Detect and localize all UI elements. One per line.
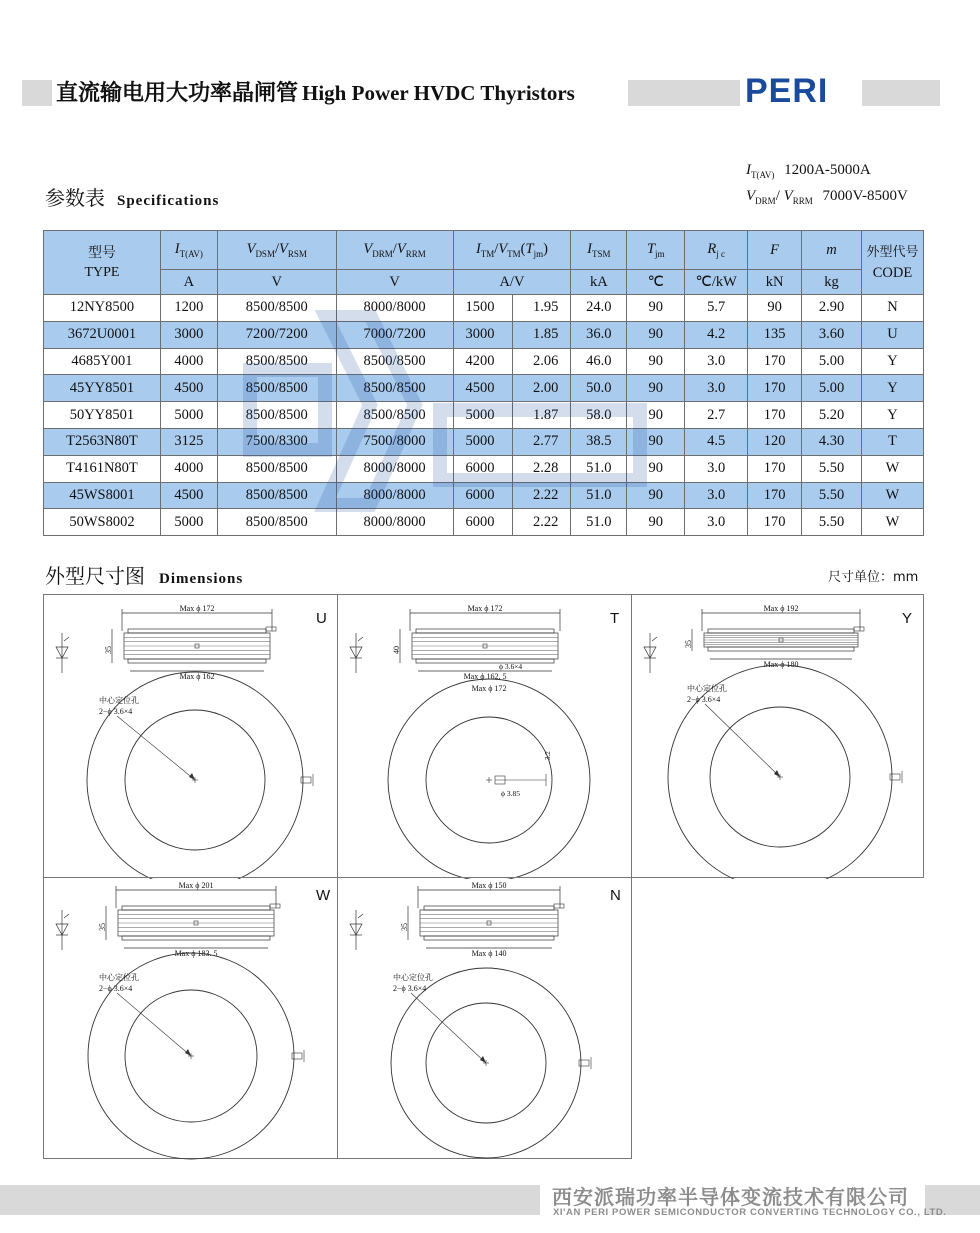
spec-table-body	[44, 295, 924, 536]
cell-itm: 3000	[453, 321, 513, 348]
cell-itsm: 36.0	[571, 321, 627, 348]
col-vdrm: $V_{DRM}/V_{RRM}$	[336, 231, 453, 270]
cell-code: W	[861, 509, 923, 536]
range-v-symbol-2: V	[783, 188, 793, 204]
company-name-en: XI'AN PERI POWER SEMICONDUCTOR CONVERTING TECHNOLOGY CO., LTD.	[553, 1207, 947, 1218]
cell-it: 4000	[160, 455, 217, 482]
col-tjm	[627, 231, 685, 270]
col-type	[44, 231, 161, 295]
specs-heading	[45, 182, 219, 211]
dimension-label-bottom: Max ϕ 180	[763, 660, 799, 669]
cell-code: N	[861, 295, 923, 322]
range-v-symbol-1: V	[746, 188, 756, 204]
cell-f: 170	[748, 375, 802, 402]
col-f	[748, 231, 802, 270]
footer-bar-left	[0, 1185, 540, 1215]
gate-tab-plan	[890, 774, 900, 780]
cell-f: 170	[748, 455, 802, 482]
center-hole-spec: 2−ϕ 3.6×4	[99, 707, 133, 716]
range-it-value: 1200A-5000A	[784, 162, 871, 178]
page-title-cn: 直流输电用大功率晶闸管	[56, 81, 299, 106]
dimension-label-height: 35	[684, 640, 693, 648]
col-itsm-sym: I	[587, 241, 593, 258]
cell-vdsm: 7200/7200	[217, 321, 336, 348]
dimension-label-height: 40	[392, 646, 401, 654]
cell-code: Y	[861, 402, 923, 429]
cell-type: 50WS8002	[44, 509, 161, 536]
cell-tjm: 90	[627, 455, 685, 482]
cell-tjm: 90	[627, 402, 685, 429]
leader-arrow-icon	[189, 773, 195, 780]
cell-vtm: 2.00	[513, 375, 571, 402]
cell-vdsm: 8500/8500	[217, 375, 336, 402]
col-code	[861, 231, 923, 295]
side-view-base	[416, 659, 554, 663]
cell-type: 50YY8501	[44, 402, 161, 429]
col-vdsm-sym2: V	[278, 241, 288, 258]
col-it-sub: T(AV)	[179, 248, 203, 259]
side-view-base	[122, 936, 270, 940]
center-hole-spec: 2−ϕ 3.6×4	[687, 695, 721, 704]
cell-vdrm: 8000/8000	[336, 295, 453, 322]
unit-f: kN	[748, 270, 802, 295]
cell-type: 12NY8500	[44, 295, 161, 322]
col-it	[160, 231, 217, 270]
gate-lead-tab	[266, 627, 276, 631]
unit-it: A	[160, 270, 217, 295]
cell-vtm: 1.85	[513, 321, 571, 348]
gate-lead-tab	[554, 904, 564, 908]
cell-it: 4500	[160, 482, 217, 509]
col-itm-sym3: T	[525, 241, 534, 258]
cell-vtm: 2.06	[513, 348, 571, 375]
table-header-row	[44, 231, 924, 270]
side-view-base	[128, 659, 266, 663]
cell-itsm: 51.0	[571, 509, 627, 536]
col-vdrm-sub2: RRM	[405, 248, 426, 259]
specs-title-cn: 参数表	[45, 186, 105, 210]
drawing-svg-w	[44, 878, 339, 1160]
cell-f: 170	[748, 509, 802, 536]
drawing-svg-t	[338, 595, 633, 879]
table-unit-row	[44, 270, 924, 295]
leader-line	[705, 704, 780, 777]
col-itm-sub2: TM	[507, 248, 521, 259]
col-code-en: CODE	[872, 264, 913, 281]
cell-itm: 5000	[453, 428, 513, 455]
side-view-flange	[424, 906, 554, 910]
cell-itsm: 51.0	[571, 482, 627, 509]
col-itsm	[571, 231, 627, 270]
col-itm-sub3: jm	[533, 248, 544, 259]
page-title	[56, 78, 581, 108]
cell-tjm: 90	[627, 375, 685, 402]
cell-tjm: 90	[627, 321, 685, 348]
cell-type: 4685Y001	[44, 348, 161, 375]
range-v-sub-2: RRM	[792, 196, 813, 206]
cell-itsm: 24.0	[571, 295, 627, 322]
cell-vtm: 1.95	[513, 295, 571, 322]
col-itsm-sub: TSM	[592, 248, 611, 259]
gate-tab-plan	[292, 1053, 302, 1059]
cell-vdrm: 8500/8500	[336, 375, 453, 402]
unit-itsm: kA	[571, 270, 627, 295]
package-drawing-t	[337, 594, 632, 878]
col-vdsm: $V_{DSM}/V_{RSM}$	[217, 231, 336, 270]
table-row	[44, 509, 924, 536]
col-itm-sym2: V	[498, 241, 508, 258]
thyristor-gate-lead	[652, 637, 657, 641]
dimension-label-height: 35	[400, 923, 409, 931]
cell-code: Y	[861, 375, 923, 402]
col-rjc-sub: j c	[716, 248, 725, 259]
cell-vdrm: 8500/8500	[336, 348, 453, 375]
cell-rjc: 3.0	[685, 455, 748, 482]
cell-it: 5000	[160, 509, 217, 536]
cell-type: 3672U0001	[44, 321, 161, 348]
center-hole-label: 中心定位孔	[99, 973, 139, 982]
cell-type: 45WS8001	[44, 482, 161, 509]
table-row	[44, 482, 924, 509]
cell-itm: 6000	[453, 482, 513, 509]
cell-it: 3000	[160, 321, 217, 348]
cell-vdsm: 8500/8500	[217, 295, 336, 322]
cell-rjc: 3.0	[685, 348, 748, 375]
col-type-cn: 型号	[87, 244, 116, 261]
col-vdrm-sym2: V	[396, 241, 406, 258]
table-row	[44, 402, 924, 429]
dimension-label-top: Max ϕ 150	[471, 881, 507, 890]
leader-line	[411, 993, 486, 1063]
col-it-sym: I	[174, 241, 180, 258]
unit-vdrm: V	[336, 270, 453, 295]
range-v-sub-1: DRM	[755, 196, 776, 206]
col-tjm-sym: T	[646, 241, 656, 258]
package-drawing-w	[43, 877, 338, 1159]
cell-itm: 4200	[453, 348, 513, 375]
dimensions-title-cn: 外型尺寸图	[45, 564, 145, 588]
cell-it: 3125	[160, 428, 217, 455]
leader-arrow-icon	[480, 1056, 486, 1063]
cell-m: 3.60	[802, 321, 862, 348]
col-itm-sub1: TM	[480, 248, 495, 259]
cell-vtm: 2.22	[513, 509, 571, 536]
company-name-cn: 西安派瑞功率半导体变流技术有限公司	[552, 1185, 909, 1209]
leader-arrow-icon	[774, 770, 780, 777]
table-row	[44, 375, 924, 402]
cell-vtm: 2.22	[513, 482, 571, 509]
cell-f: 120	[748, 428, 802, 455]
cell-rjc: 5.7	[685, 295, 748, 322]
center-hole-label: 中心定位孔	[99, 696, 139, 705]
dimension-label-bottom: Max ϕ 162	[179, 672, 215, 681]
col-code-cn: 外型代号	[866, 244, 919, 260]
cell-m: 5.20	[802, 402, 862, 429]
cell-m: 5.00	[802, 375, 862, 402]
cell-itsm: 58.0	[571, 402, 627, 429]
table-row	[44, 348, 924, 375]
cell-vdsm: 8500/8500	[217, 348, 336, 375]
cell-type: T4161N80T	[44, 455, 161, 482]
dimension-label-bottom: Max ϕ 183. 5	[174, 949, 218, 958]
cell-tjm: 90	[627, 482, 685, 509]
dimension-label-top: Max ϕ 201	[178, 881, 214, 890]
cell-vdrm: 7000/7200	[336, 321, 453, 348]
package-code-letter: Y	[902, 610, 913, 627]
dimensions-heading	[45, 560, 243, 589]
cell-rjc: 3.0	[685, 375, 748, 402]
col-vdsm-sub2: RSM	[287, 248, 307, 259]
center-hole-spec: 2−ϕ 3.6×4	[99, 984, 133, 993]
cell-it: 4500	[160, 375, 217, 402]
cell-tjm: 90	[627, 295, 685, 322]
header-bar-middle	[628, 80, 740, 106]
col-m-sym: m	[826, 241, 837, 258]
cell-vdrm: 8000/8000	[336, 455, 453, 482]
gate-tab-plan	[301, 777, 311, 783]
cell-vdrm: 8500/8500	[336, 402, 453, 429]
cell-vdsm: 8500/8500	[217, 455, 336, 482]
cell-m: 5.50	[802, 482, 862, 509]
cell-vtm: 2.77	[513, 428, 571, 455]
cell-itsm: 46.0	[571, 348, 627, 375]
dimension-label-height: 35	[98, 923, 107, 931]
table-row	[44, 321, 924, 348]
col-itm-sym1: I	[475, 241, 481, 258]
package-code-letter: W	[316, 887, 331, 904]
cell-f: 90	[748, 295, 802, 322]
voltage-range: $V_{DRM}/$ $V_{RRM}$ 7000V-8500V	[746, 188, 908, 206]
header-bar-left	[22, 80, 52, 106]
range-it-sub: T(AV)	[751, 170, 775, 180]
cell-f: 170	[748, 482, 802, 509]
cell-itm: 1500	[453, 295, 513, 322]
cell-itm: 4500	[453, 375, 513, 402]
cell-rjc: 2.7	[685, 402, 748, 429]
center-hole-spec: 2−ϕ 3.6×4	[393, 984, 427, 993]
cell-it: 1200	[160, 295, 217, 322]
table-row	[44, 428, 924, 455]
thyristor-gate-lead	[64, 637, 69, 641]
cell-rjc: 4.2	[685, 321, 748, 348]
unit-itm-vtm: A/V	[453, 270, 571, 295]
cell-m: 2.90	[802, 295, 862, 322]
header-bar-right	[862, 80, 940, 106]
cell-vdrm: 8000/8000	[336, 509, 453, 536]
gate-tab-plan	[579, 1060, 589, 1066]
side-view-base	[424, 936, 554, 940]
cell-vdsm: 8500/8500	[217, 509, 336, 536]
cell-f: 170	[748, 348, 802, 375]
cell-itsm: 50.0	[571, 375, 627, 402]
cell-m: 4.30	[802, 428, 862, 455]
cell-tjm: 90	[627, 348, 685, 375]
dimension-label-top: Max ϕ 172	[467, 604, 503, 613]
center-hole-label: 中心定位孔	[687, 684, 727, 693]
plan-dimension-label: Max ϕ 172	[471, 684, 507, 693]
col-vdrm-sym1: V	[363, 241, 373, 258]
cell-type: T2563N80T	[44, 428, 161, 455]
cell-f: 170	[748, 402, 802, 429]
dimensions-grid	[43, 594, 924, 1159]
unit-tjm: ℃	[627, 270, 685, 295]
cell-vdrm: 8000/8000	[336, 482, 453, 509]
cell-itsm: 38.5	[571, 428, 627, 455]
package-drawing-n	[337, 877, 632, 1159]
unit-rjc: ℃/kW	[685, 270, 748, 295]
cell-rjc: 4.5	[685, 428, 748, 455]
col-vdsm-sub1: DSM	[255, 248, 275, 259]
cell-vtm: 2.28	[513, 455, 571, 482]
range-it-symbol: I	[746, 162, 751, 178]
specs-title-en: Specifications	[117, 193, 220, 209]
package-drawing-u	[43, 594, 338, 878]
table-row	[44, 295, 924, 322]
cell-vdsm: 7500/8300	[217, 428, 336, 455]
dimension-label-bottom: Max ϕ 140	[471, 949, 507, 958]
range-v-value: 7000V-8500V	[822, 188, 908, 204]
side-view-base	[708, 647, 854, 651]
gate-dimension-label: ϕ 3.85	[501, 789, 520, 798]
col-rjc	[685, 231, 748, 270]
cell-rjc: 3.0	[685, 482, 748, 509]
cell-type: 45YY8501	[44, 375, 161, 402]
side-view-flange	[416, 629, 554, 633]
thyristor-gate-lead	[358, 914, 363, 918]
cell-code: Y	[861, 348, 923, 375]
cell-it: 4000	[160, 348, 217, 375]
side-view-flange	[708, 629, 854, 633]
thyristor-gate-lead	[64, 914, 69, 918]
unit-vdsm: V	[217, 270, 336, 295]
cell-code: U	[861, 321, 923, 348]
package-code-letter: U	[316, 610, 327, 627]
center-hole-label: 中心定位孔	[393, 973, 433, 982]
cell-itm: 5000	[453, 402, 513, 429]
package-drawing-y	[631, 594, 924, 878]
thyristor-gate-lead	[358, 637, 363, 641]
leader-arrow-icon	[185, 1049, 191, 1056]
col-rjc-sym: R	[707, 241, 717, 258]
col-vdsm-sym1: V	[246, 241, 256, 258]
cell-rjc: 3.0	[685, 509, 748, 536]
gate-lead-tab	[854, 627, 864, 631]
cell-vtm: 1.87	[513, 402, 571, 429]
spec-table	[43, 230, 924, 536]
col-tjm-sub: jm	[655, 248, 665, 259]
cell-m: 5.50	[802, 509, 862, 536]
cell-it: 5000	[160, 402, 217, 429]
drawing-svg-y	[632, 595, 925, 879]
cell-vdsm: 8500/8500	[217, 402, 336, 429]
gate-height-label: 3.2	[544, 751, 552, 760]
col-f-sym: F	[770, 241, 780, 258]
current-range	[746, 162, 871, 180]
package-code-letter: N	[610, 887, 621, 904]
col-type-en: TYPE	[84, 264, 120, 280]
dimension-label-top: Max ϕ 192	[763, 604, 799, 613]
col-itm-vtm: $I_{TM}/V_{TM}(T_{jm})$	[453, 231, 571, 270]
cell-itm: 6000	[453, 509, 513, 536]
cell-code: W	[861, 482, 923, 509]
drawing-svg-n	[338, 878, 633, 1160]
dimension-unit-label: 尺寸单位：mm	[828, 570, 919, 585]
dimension-label-bottom: Max ϕ 162. 5	[463, 672, 507, 681]
peri-logo: PERI	[745, 72, 829, 110]
table-row	[44, 455, 924, 482]
package-code-letter: T	[610, 610, 620, 627]
page-title-en: High Power HVDC Thyristors	[302, 81, 575, 105]
hole-dimension-label: ϕ 3.6×4	[499, 662, 523, 671]
leader-line	[117, 716, 195, 780]
cell-m: 5.00	[802, 348, 862, 375]
cell-itsm: 51.0	[571, 455, 627, 482]
cell-vdrm: 7500/8000	[336, 428, 453, 455]
cell-f: 135	[748, 321, 802, 348]
dimension-label-top: Max ϕ 172	[179, 604, 215, 613]
drawing-svg-u	[44, 595, 339, 879]
side-view-flange	[122, 906, 270, 910]
cell-itm: 6000	[453, 455, 513, 482]
gate-lead-tab	[270, 904, 280, 908]
col-vdrm-sub1: DRM	[372, 248, 393, 259]
side-view-flange	[128, 629, 266, 633]
dimensions-title-en: Dimensions	[159, 571, 244, 587]
cell-vdsm: 8500/8500	[217, 482, 336, 509]
col-m	[802, 231, 862, 270]
dimension-label-height: 35	[104, 646, 113, 654]
cell-code: W	[861, 455, 923, 482]
cell-tjm: 90	[627, 428, 685, 455]
unit-m: kg	[802, 270, 862, 295]
cell-code: T	[861, 428, 923, 455]
leader-line	[117, 993, 191, 1056]
cell-m: 5.50	[802, 455, 862, 482]
cell-tjm: 90	[627, 509, 685, 536]
